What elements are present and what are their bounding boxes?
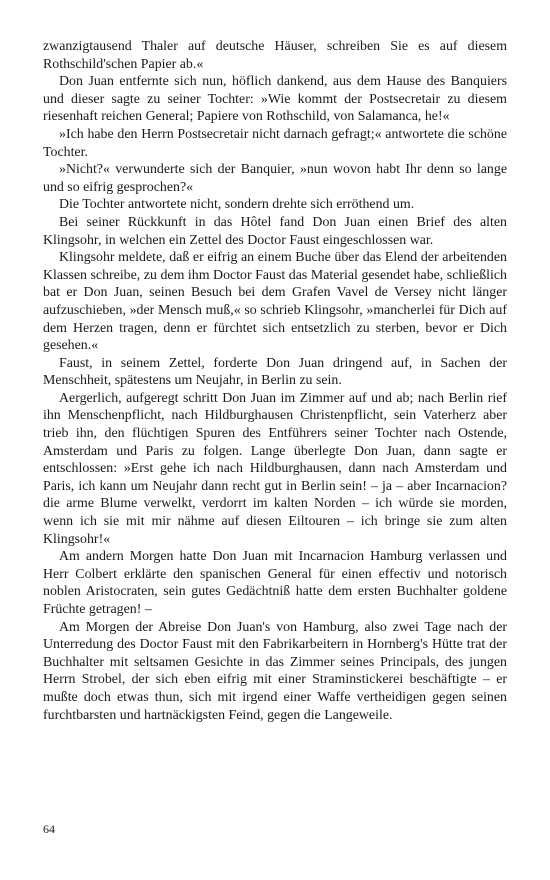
paragraph-4: »Nicht?« verwunderte sich der Banquier, »nun wovon habt Ihr denn so lange und so eifrig gesprochen?« [43,162,507,195]
paragraph-2: Don Juan entfernte sich nun, höflich dankend, aus dem Hause des Banquiers und dieser sagte zu seiner Tochter: »Wie kommt der Postsecretair zu diesem riesenhaft reichen General; Papiere von Rothschild, von Salamanca, he!« [43,74,507,125]
page-number: 64 [43,822,55,836]
paragraph-10: Am andern Morgen hatte Don Juan mit Incarnacion Hamburg verlassen und Herr Colbert erklärte den spanischen General für einen effectiv und notorisch noblen Aristocraten, sein gutes Gedächtniß hatte dem ersten Buchhalter goldene Früchte getragen! – [43,549,507,617]
paragraph-8: Faust, in seinem Zettel, forderte Don Juan dringend auf, in Sachen der Menschheit, spätestens um Neujahr, in Berlin zu sein. [43,355,507,389]
paragraph-6: Bei seiner Rückkunft in das Hôtel fand Don Juan einen Brief des alten Klingsohr, in welchen ein Zettel des Doctor Faust eingeschlossen war. [43,214,507,248]
paragraph-3: »Ich habe den Herrn Postsecretair nicht darnach gefragt;« antwortete die schöne Tochter. [43,126,507,160]
paragraph-9: Aergerlich, aufgeregt schritt Don Juan im Zimmer auf und ab; nach Berlin rief ihn Menschenpflicht, nach Hildburghausen Christenpflicht, sein Vaterherz aber trieb ihn, den flüchtigen Spuren des Entführers seiner Tochter nach Ostende, Amsterdam und Paris zu folgen. Lange überlegte Don Juan, dann sagte er entschlossen: »Erst gehe ich nach Hildburghausen, dann nach Amsterdam und Paris, ich kann um Neujahr dann recht gut in Berlin sein! – ja – aber Incarnacion? die arme Blume verwelkt, verdorrt im kalten Norden – ich würde sie morden, wenn ich sie mit mir nähme auf diesen Eiltouren – ich bringe sie zum alten Klingsohr!« [43,390,507,547]
paragraph-5: Die Tochter antwortete nicht, sondern drehte sich erröthend um. [59,197,415,213]
paragraph-1: zwanzigtausend Thaler auf deutsche Häuser, schreiben Sie es auf diesem Rothschild'schen Papier ab.« [43,39,507,72]
paragraph-7: Klingsohr meldete, daß er eifrig an einem Buche über das Elend der arbeitenden Klassen schreibe, zu dem ihm Doctor Faust das Material gesendet habe, schließlich bat er Don Juan, seinen Besuch bei dem Grafen Vavel de Versey nicht länger aufzuschieben, »der Mensch muß,« so schrieb Klingsohr, »mancherlei für Dich auf dem Herzen tragen, denn er fürchtet sich entsetzlich zu sterben, bevor er Dich gesehen.« [43,250,507,354]
paragraph-11: Am Morgen der Abreise Don Juan's von Hamburg, also zwei Tage nach der Unterredung des Doctor Faust mit den Fabrikarbeitern in Hornberg's Hütte trat der Buchhalter mit seltsamen Gesichte in das Zimmer seines Principals, des jungen Herrn Strobel, der sich eben eifrig mit einer Straminstickerei beschäftigte – er mußte doch etwas thun, sich mit irgend einer Waffe vertheidigen gegen seinen furchtbarsten und hartnäckigsten Feind, gegen die Langeweile. [43,619,507,723]
page-body [43,38,507,724]
